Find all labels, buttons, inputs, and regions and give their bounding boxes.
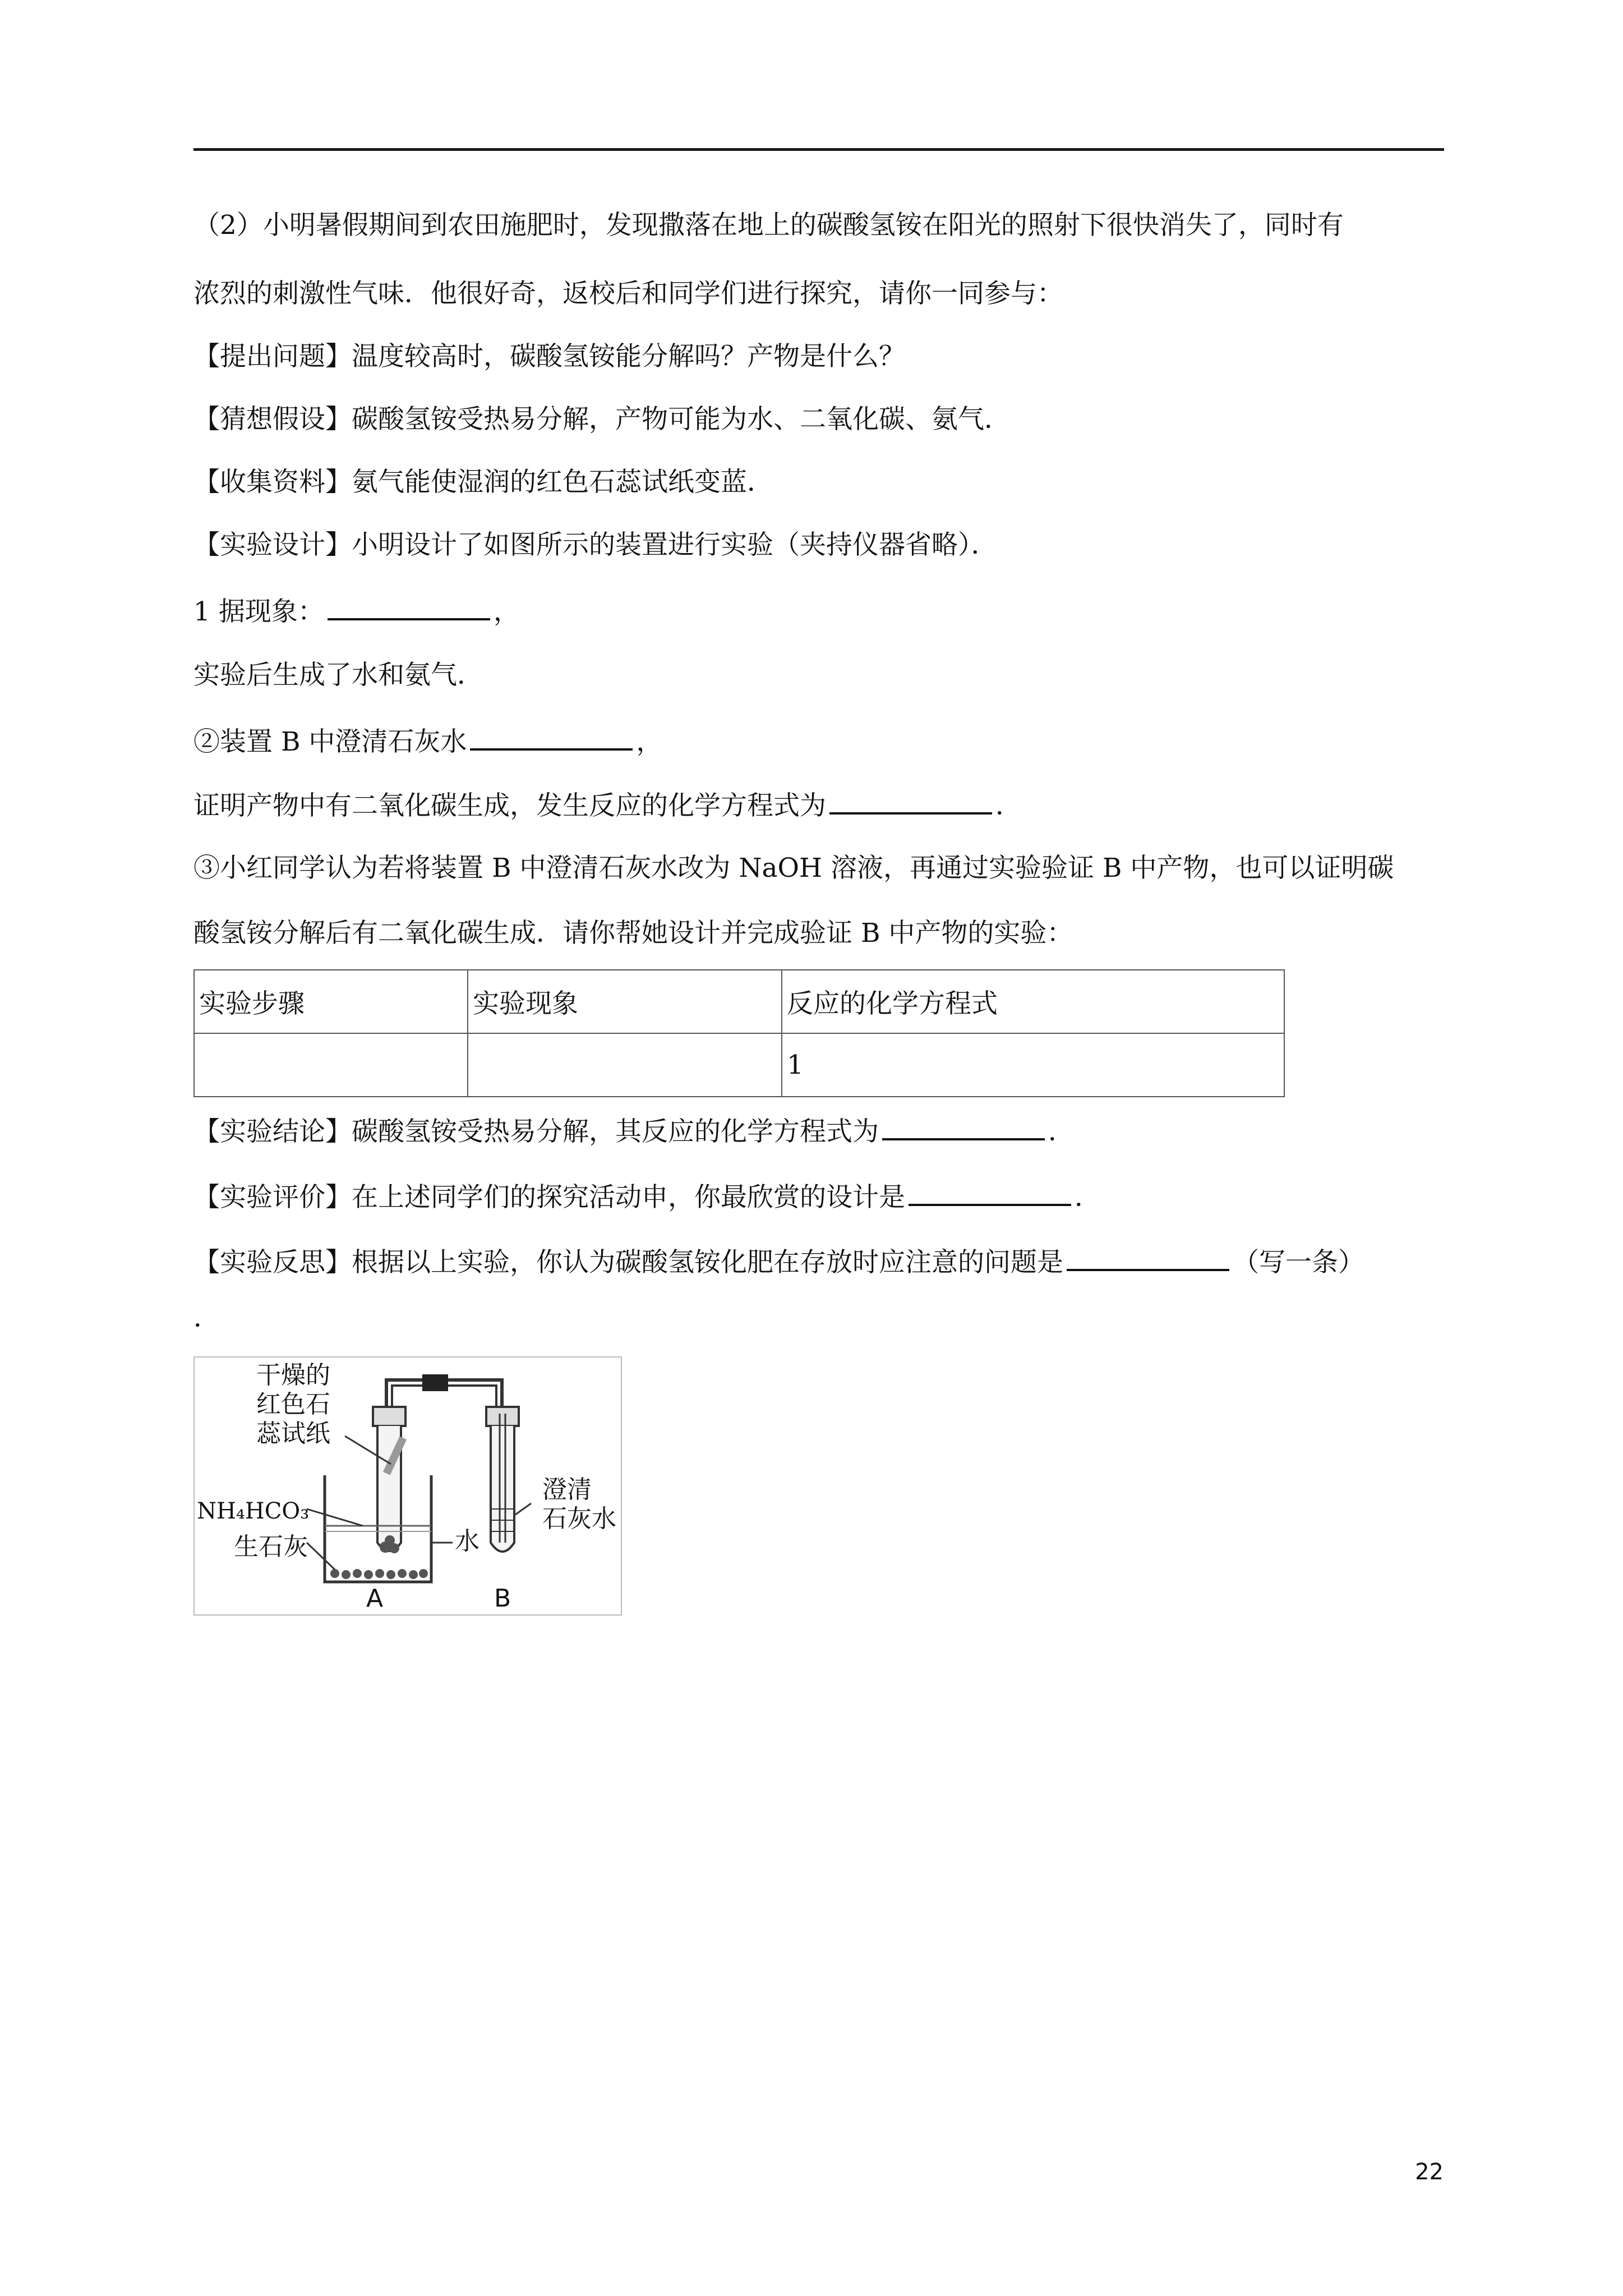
text-line: （2）小明暑假期间到农田施肥时，发现撒落在地上的碳酸氢铵在阳光的照射下很快消失了，同时有 [193,210,1344,241]
reflection-suffix: （写一条） [1233,1247,1364,1278]
label-text: 澄清 [542,1475,592,1504]
q1-suffix: ， [493,596,520,627]
q1-line [193,593,520,629]
stopper-b [486,1407,519,1426]
hypothesis-heading: 【猜想假设】碳酸氢铵受热易分解，产物可能为水、二氧化碳、氨气． [193,404,1011,435]
q3-line: ③小红同学认为若将装置 B 中澄清石灰水改为 NaOH 溶液，再通过实验验证 B 中产物，也可以证明碳 [193,853,1394,884]
label-a: A [366,1584,384,1613]
answer-blank[interactable] [829,788,992,815]
label-text: 石灰水 [542,1504,616,1533]
experiment-table [193,969,1285,1097]
reflection-end: ． [193,1303,220,1333]
conclusion-suffix: ． [1048,1116,1075,1147]
table-cell[interactable]: 1 [782,1033,1284,1097]
reflection-prefix: 【实验反思】根据以上实验，你认为碳酸氢铵化肥在存放时应注意的问题是 [193,1247,1063,1278]
rubber-connector [422,1374,448,1391]
q1-result: 实验后生成了水和氨气． [193,660,483,691]
evaluation-line [193,1179,1101,1214]
label-water: 水 [455,1527,479,1556]
table-header-row [194,970,1284,1033]
answer-blank[interactable] [328,593,490,620]
label-b: B [494,1584,511,1613]
label-text: 蕊试纸 [256,1419,330,1448]
answer-blank[interactable] [470,724,633,751]
q2-prefix: ②装置 B 中澄清石灰水 [193,726,467,757]
materials-heading: 【收集资料】氨气能使湿润的红色石蕊试纸变蓝． [193,467,773,498]
apparatus-figure [193,1356,622,1616]
label-nh4hco3: NH₄HCO₃ [197,1498,310,1524]
label-litmus-paper [256,1361,330,1448]
answer-blank[interactable] [882,1114,1045,1140]
test-tube-b [491,1426,514,1552]
q2-suffix: ， [636,726,663,757]
q2-eq-suffix: ． [995,790,1022,821]
q2-equation-line [193,788,1022,823]
q1-prefix: 1 据现象： [193,596,324,627]
table-cell[interactable] [468,1033,782,1097]
evaluation-prefix: 【实验评价】在上述同学们的探究活动申，你最欣赏的设计是 [193,1182,905,1213]
label-limewater [542,1475,616,1534]
answer-blank[interactable] [1067,1244,1229,1271]
conclusion-line [193,1114,1075,1149]
header-rule [193,148,1444,151]
question-heading: 【提出问题】温度较高时，碳酸氢铵能分解吗？产物是什么？ [193,341,905,372]
q2-eq-prefix: 证明产物中有二氧化碳生成，发生反应的化学方程式为 [193,790,826,821]
label-text: 干燥的 [256,1361,330,1389]
table-row [194,1033,1284,1097]
label-text: 红色石 [256,1390,330,1419]
q2-line [193,724,662,759]
table-header: 反应的化学方程式 [782,970,1284,1033]
table-header: 实验步骤 [194,970,468,1033]
answer-blank[interactable] [909,1179,1071,1206]
evaluation-suffix: ． [1075,1182,1101,1213]
q3-line: 酸氢铵分解后有二氧化碳生成．请你帮她设计并完成验证 B 中产物的实验： [193,918,1073,949]
design-heading: 【实验设计】小明设计了如图所示的装置进行实验（夹持仪器省略）． [193,530,998,560]
label-quicklime: 生石灰 [234,1533,308,1561]
page-number: 22 [1415,2159,1444,2185]
table-header: 实验现象 [468,970,782,1033]
conclusion-prefix: 【实验结论】碳酸氢铵受热易分解，其反应的化学方程式为 [193,1116,879,1147]
text-line: 浓烈的刺激性气味．他很好奇，返校后和同学们进行探究，请你一同参与： [193,278,1063,309]
stopper-a [373,1407,405,1426]
reflection-line [193,1244,1364,1280]
table-cell[interactable] [194,1033,468,1097]
